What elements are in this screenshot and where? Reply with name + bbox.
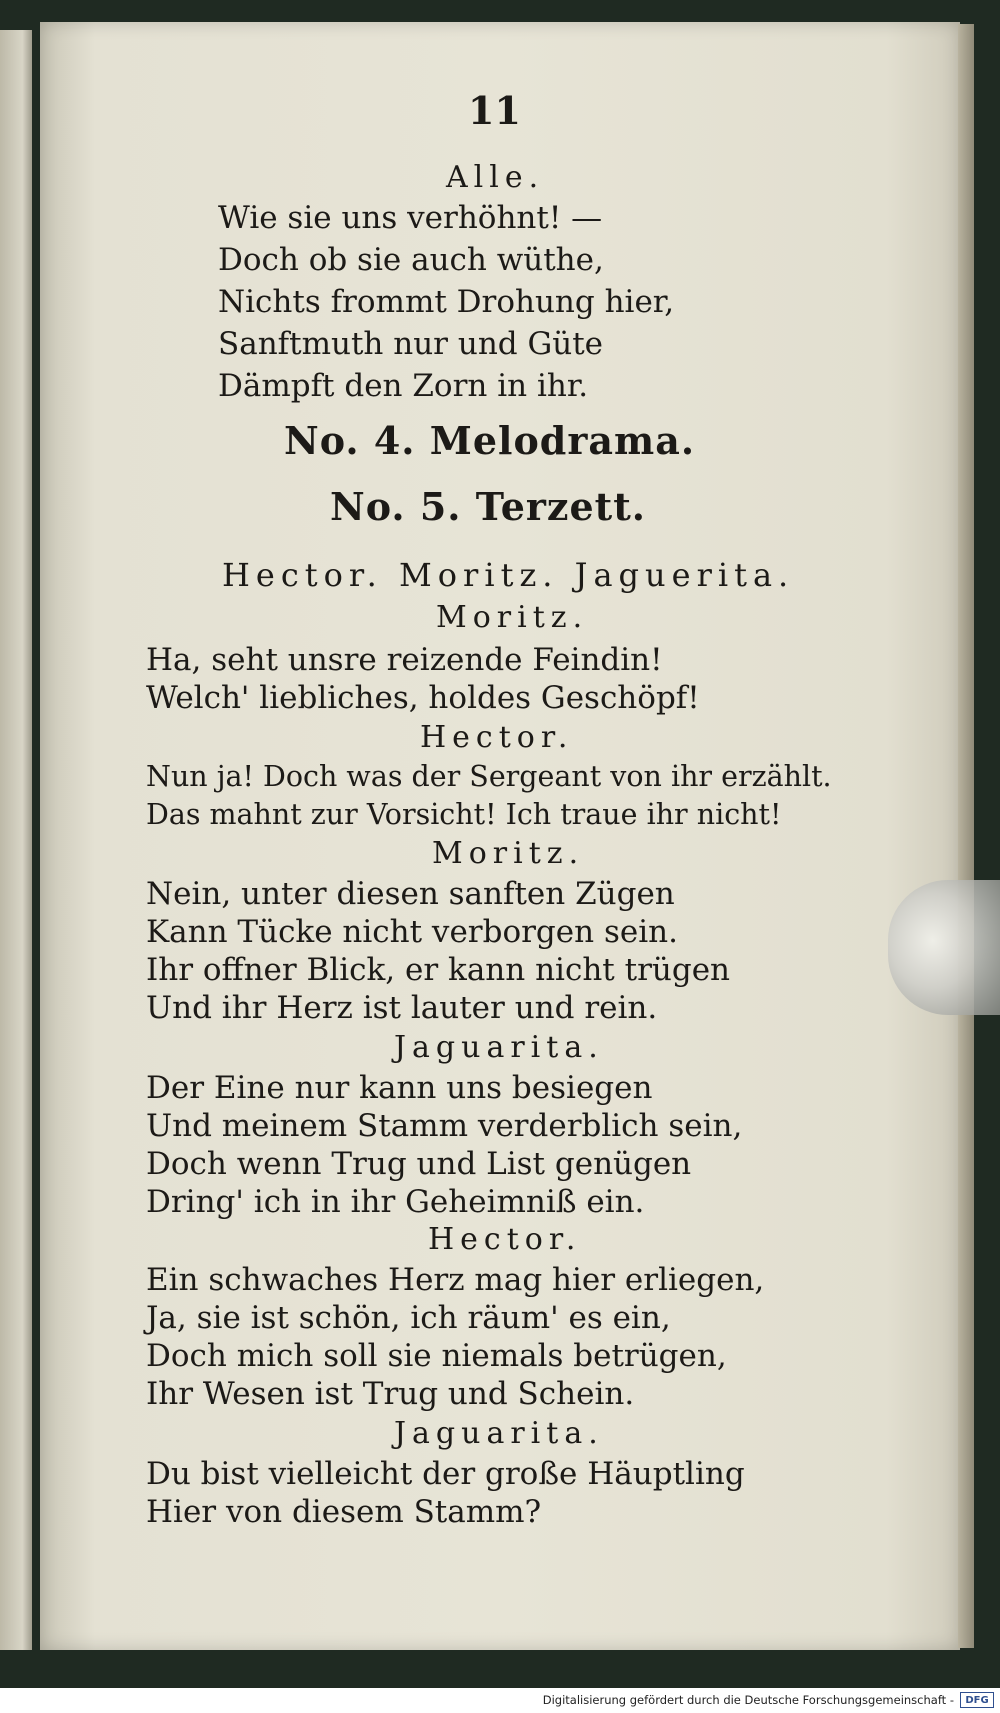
page-stack-edge bbox=[958, 24, 974, 1648]
text-line: Wie sie uns verhöhnt! — bbox=[218, 200, 603, 236]
role-moritz: Moritz. bbox=[436, 600, 589, 635]
text-line: Dämpft den Zorn in ihr. bbox=[218, 368, 589, 404]
role-hector: Hector. bbox=[428, 1222, 582, 1257]
role-alle: Alle. bbox=[446, 160, 545, 195]
role-jaguarita: Jaguarita. bbox=[394, 1416, 604, 1451]
role-jaguarita: Jaguarita. bbox=[394, 1030, 604, 1065]
characters-list: Hector. Moritz. Jaguerita. bbox=[222, 556, 795, 594]
text-line: Doch wenn Trug und List genügen bbox=[146, 1146, 692, 1182]
text-line: Der Eine nur kann uns besiegen bbox=[146, 1070, 653, 1106]
text-line: Nichts frommt Drohung hier, bbox=[218, 284, 675, 320]
text-line: Ein schwaches Herz mag hier erliegen, bbox=[146, 1262, 765, 1298]
footer-credit: Digitalisierung gefördert durch die Deutsche Forschungsgemeinschaft - bbox=[542, 1693, 954, 1707]
heading-no5: No. 5. Terzett. bbox=[330, 484, 646, 529]
text-line: Und ihr Herz ist lauter und rein. bbox=[146, 990, 658, 1026]
role-hector: Hector. bbox=[420, 720, 574, 755]
dfg-logo-icon: DFG bbox=[960, 1692, 994, 1708]
left-page-edge bbox=[0, 30, 32, 1650]
text-line: Ha, seht unsre reizende Feindin! bbox=[146, 642, 663, 678]
text-line: Das mahnt zur Vorsicht! Ich traue ihr nicht! bbox=[146, 798, 782, 831]
role-moritz: Moritz. bbox=[432, 836, 585, 871]
text-line: Ihr Wesen ist Trug und Schein. bbox=[146, 1376, 635, 1412]
text-line: Dring' ich in ihr Geheimniß ein. bbox=[146, 1184, 645, 1220]
text-line: Doch ob sie auch wüthe, bbox=[218, 242, 604, 278]
text-line: Und meinem Stamm verderblich sein, bbox=[146, 1108, 743, 1144]
text-line: Welch' liebliches, holdes Geschöpf! bbox=[146, 680, 700, 716]
text-line: Nun ja! Doch was der Sergeant von ihr erzählt. bbox=[146, 760, 832, 793]
text-line: Kann Tücke nicht verborgen sein. bbox=[146, 914, 678, 950]
text-line: Doch mich soll sie niemals betrügen, bbox=[146, 1338, 727, 1374]
text-line: Ihr offner Blick, er kann nicht trügen bbox=[146, 952, 731, 988]
text-line: Du bist vielleicht der große Häuptling bbox=[146, 1456, 745, 1492]
page-number: 11 bbox=[468, 88, 521, 133]
thumb-clip-reflection bbox=[888, 880, 1000, 1015]
text-line: Ja, sie ist schön, ich räum' es ein, bbox=[146, 1300, 671, 1336]
footer-bar bbox=[0, 1688, 1000, 1713]
text-line: Hier von diesem Stamm? bbox=[146, 1494, 542, 1530]
heading-no4: No. 4. Melodrama. bbox=[284, 418, 696, 463]
text-line: Nein, unter diesen sanften Zügen bbox=[146, 876, 675, 912]
text-line: Sanftmuth nur und Güte bbox=[218, 326, 604, 362]
